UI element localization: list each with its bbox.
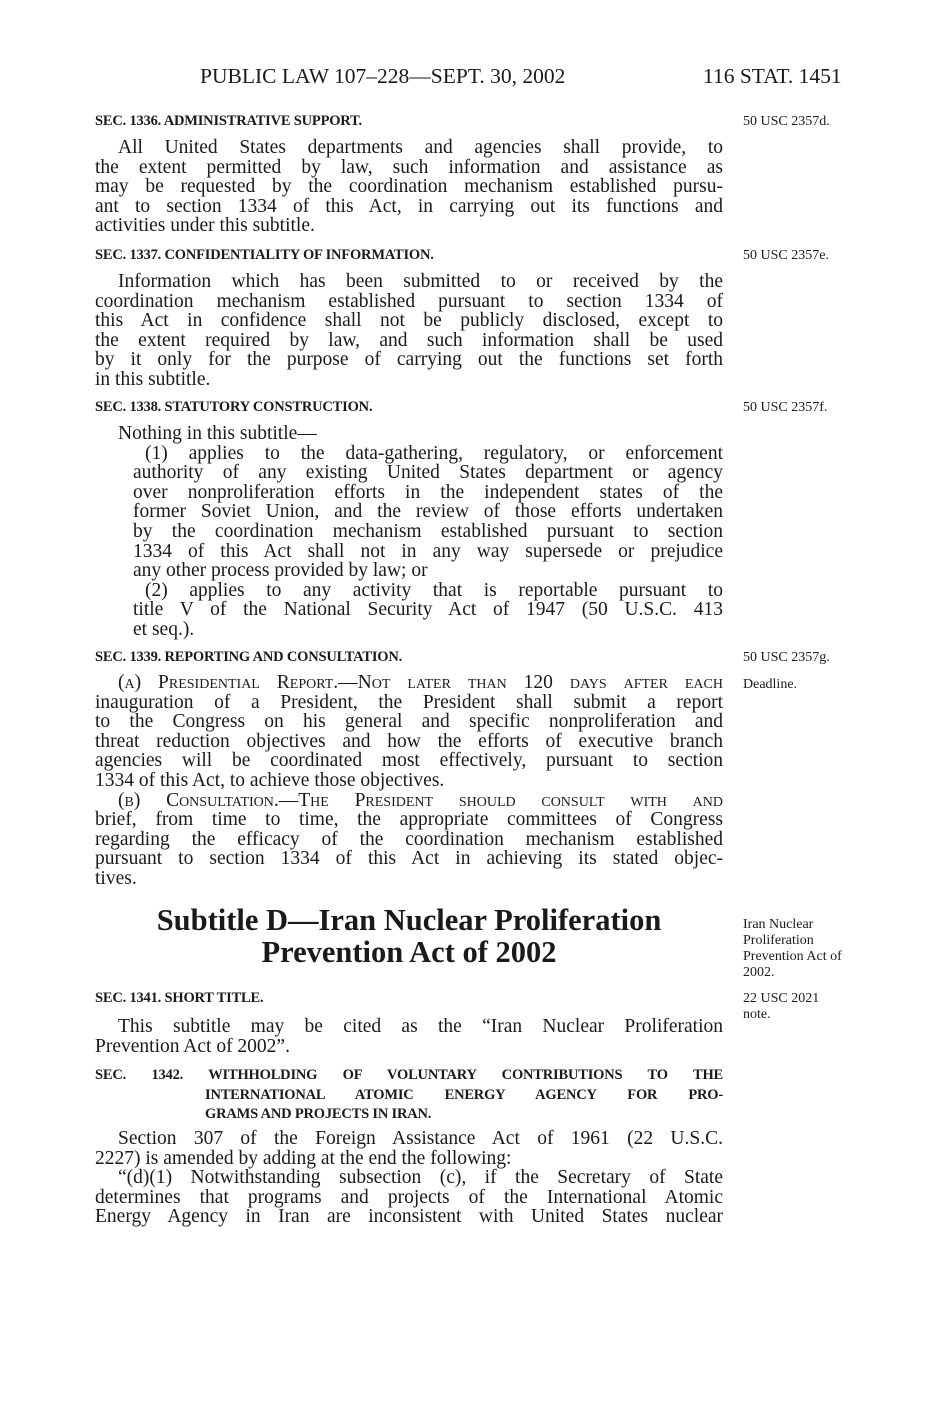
text-line: authority of any existing United States department or agency (133, 462, 723, 484)
text-line: “(d)(1) Notwithstanding subsection (c), if the Secretary of State (118, 1167, 723, 1189)
text-line: All United States departments and agencies shall provide, to (118, 137, 723, 158)
text-line: regarding the efficacy of the coordination mechanism established (95, 828, 723, 850)
text-line: Energy Agency in Iran are inconsistent with United States nuclear (95, 1206, 723, 1228)
text-line: This subtitle may be cited as the “Iran Nuclear Proliferation (118, 1016, 723, 1037)
text-line: threat reduction objectives and how the efforts of executive branch (95, 730, 723, 752)
margin-note: 50 USC 2357g. (743, 650, 830, 665)
margin-note-line: note. (743, 1007, 771, 1022)
section-body (95, 1017, 723, 1056)
text-line: (2) applies to any activity that is reportable pursuant to (145, 579, 723, 601)
text-line: by the coordination mechanism established pursuant to section (133, 520, 723, 542)
text-line: pursuant to section 1334 of this Act in achieving its stated objec- (95, 848, 723, 870)
text-line: Nothing in this subtitle— (118, 423, 317, 444)
margin-note: 50 USC 2357d. (743, 114, 830, 129)
heading-line: SEC. 1342. WITHHOLDING OF VOLUNTARY CONTRIBUTIONS TO THE (95, 1067, 723, 1083)
section-heading: SEC. 1341. SHORT TITLE. (95, 990, 264, 1006)
text-line: title V of the National Security Act of 1947 (50 U.S.C. 413 (133, 599, 723, 621)
text-line: by it only for the purpose of carrying out the functions set forth (95, 349, 723, 371)
text-line: Prevention Act of 2002”. (95, 1035, 290, 1057)
text-line: brief, from time to time, the appropriate committees of Congress (95, 809, 723, 831)
heading-line: INTERNATIONAL ATOMIC ENERGY AGENCY FOR PRO- (205, 1086, 723, 1103)
text-line: 2227) is amended by adding at the end the following: (95, 1147, 512, 1169)
margin-note-subtitle (743, 917, 842, 981)
margin-note-line: 22 USC 2021 (743, 991, 820, 1006)
text-line: (1) applies to the data-gathering, regulatory, or enforcement (145, 442, 723, 464)
section-heading (95, 1066, 723, 1125)
text-line: any other process provided by law; or (133, 560, 428, 582)
subtitle-heading (95, 904, 723, 968)
text-line: Information which has been submitted to or received by the (118, 271, 723, 292)
text-line: may be requested by the coordination mechanism established pursu- (95, 176, 723, 198)
text-line: 1334 of this Act shall not in any way supersede or prejudice (133, 540, 723, 562)
section-heading: SEC. 1339. REPORTING AND CONSULTATION. (95, 649, 403, 665)
margin-note-line: Iran Nuclear (743, 917, 814, 932)
text-line: ant to section 1334 of this Act, in carrying out its functions and (95, 195, 723, 217)
margin-note-deadline: Deadline. (743, 677, 798, 692)
text-line: coordination mechanism established pursuant to section 1334 of (95, 290, 723, 312)
section-body (95, 1129, 723, 1227)
text-line: over nonproliferation efforts in the independent states of the (133, 481, 723, 503)
text-line: to the Congress on his general and specific nonproliferation and (95, 711, 723, 733)
text-line: the extent permitted by law, such information and assistance as (95, 156, 723, 178)
text-line: et seq.). (133, 618, 195, 640)
text-line: (a) Presidential Report.—Not later than 120 days after each (118, 672, 723, 693)
page-number: 116 STAT. 1451 (703, 64, 842, 88)
margin-note (743, 991, 819, 1023)
text-line: inauguration of a President, the President shall submit a report (95, 691, 723, 713)
heading-line: GRAMS AND PROJECTS IN IRAN. (205, 1106, 432, 1123)
subtitle-line: Subtitle D—Iran Nuclear Proliferation (156, 903, 662, 937)
margin-note: 50 USC 2357e. (743, 248, 829, 263)
text-line: former Soviet Union, and the review of those efforts undertaken (133, 501, 723, 523)
section-body (95, 272, 723, 390)
section-heading: SEC. 1337. CONFIDENTIALITY OF INFORMATION. (95, 247, 434, 263)
section-body (95, 673, 723, 889)
text-line: the extent required by law, and such information shall be used (95, 329, 723, 351)
text-line: in this subtitle. (95, 368, 211, 390)
margin-note-line: Proliferation (743, 933, 814, 948)
margin-note-line: Prevention Act of (743, 949, 842, 964)
margin-note-line: 2002. (743, 965, 775, 980)
section-body (95, 138, 723, 236)
text-line: activities under this subtitle. (95, 215, 315, 237)
text-line: (b) Consultation.—The President should consult with and (118, 789, 723, 811)
text-line: agencies will be coordinated most effectively, pursuant to section (95, 750, 723, 772)
section-body (95, 424, 723, 640)
section-heading: SEC. 1338. STATUTORY CONSTRUCTION. (95, 399, 373, 415)
section-heading: SEC. 1336. ADMINISTRATIVE SUPPORT. (95, 113, 362, 129)
text-line: tives. (95, 867, 137, 889)
subtitle-line: Prevention Act of 2002 (261, 935, 557, 969)
text-line: Section 307 of the Foreign Assistance Act of 1961 (22 U.S.C. (118, 1128, 723, 1149)
margin-note: 50 USC 2357f. (743, 400, 828, 415)
text-line: this Act in confidence shall not be publicly disclosed, except to (95, 310, 723, 332)
running-header-title: PUBLIC LAW 107–228—SEPT. 30, 2002 (200, 64, 566, 88)
text-line: determines that programs and projects of the International Atomic (95, 1186, 723, 1208)
text-line: 1334 of this Act, to achieve those objectives. (95, 769, 445, 791)
